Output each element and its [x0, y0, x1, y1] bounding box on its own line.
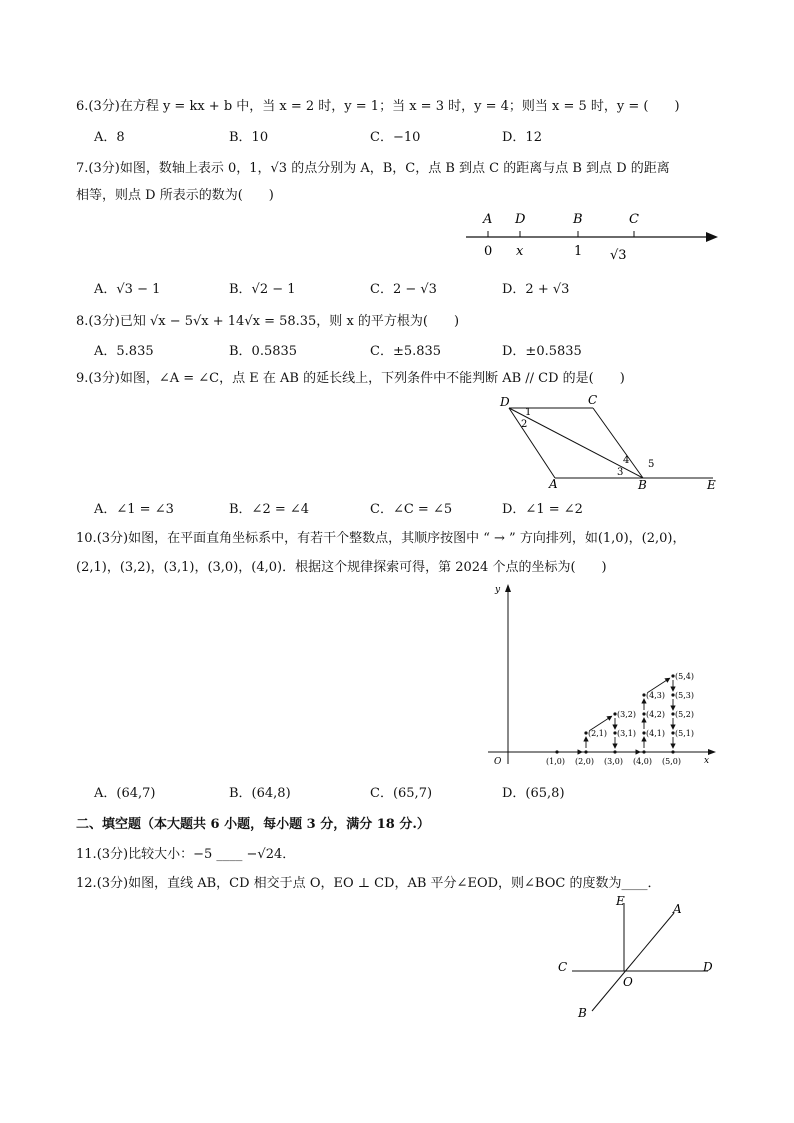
point-label: (2,1): [588, 729, 607, 738]
number-line-figure: [460, 205, 730, 265]
point-label: (3,0): [604, 757, 623, 766]
question-10-line-1: [76, 527, 685, 546]
question-text: 如图，∠A = ∠C，点 E 在 AB 的延长线上，下列条件中不能判断 AB // CD 的是( ): [119, 371, 625, 386]
point-c: C: [588, 393, 598, 407]
grid-point: [642, 750, 645, 753]
question-text: 如图，直线 AB，CD 相交于点 O，EO ⊥ CD，AB 平分∠EOD，则∠BOC 的度数为____．: [128, 876, 661, 891]
point-label: (5,4): [675, 672, 694, 681]
point-d: D: [500, 395, 510, 409]
intersecting-lines-figure: [552, 893, 727, 1023]
question-number: 7.: [76, 161, 89, 176]
point-label: (5,1): [675, 729, 694, 738]
point-e: E: [616, 894, 625, 908]
question-8-options: [94, 340, 714, 360]
point-label: (5,0): [662, 757, 681, 766]
tick-label-1: 1: [574, 244, 583, 259]
question-score: (3分): [88, 314, 120, 329]
y-axis-label: y: [495, 585, 501, 595]
question-score: (3分): [96, 531, 129, 546]
option-b[interactable]: B．0.5835: [229, 344, 298, 359]
question-score: (3分): [88, 99, 120, 114]
point-c: C: [558, 960, 568, 974]
point-o: O: [623, 975, 633, 989]
point-d: D: [703, 960, 713, 974]
option-d[interactable]: D．2 + √3: [502, 282, 570, 297]
label-c: C: [629, 212, 639, 227]
question-6-options: [94, 126, 714, 146]
y-axis-arrow: [505, 584, 511, 592]
option-d[interactable]: D．12: [502, 130, 542, 145]
parallelogram-figure: [495, 392, 725, 492]
question-text: 比较大小：−5 ____ −√24．: [128, 847, 296, 862]
point-label: (4,3): [646, 691, 665, 700]
label-d: D: [515, 212, 526, 227]
tick-label-0: 0: [484, 244, 493, 259]
origin-label: O: [494, 757, 502, 767]
label-a: A: [483, 212, 493, 227]
angle-label-4: 4: [623, 455, 630, 466]
tick-label-sqrt3: √3: [610, 248, 627, 263]
question-9: [76, 367, 625, 386]
option-a[interactable]: A．√3 − 1: [94, 282, 161, 297]
grid-point: [613, 750, 616, 753]
grid-point: [671, 750, 674, 753]
question-text: 如图，在平面直角坐标系中，有若干个整数点，其顺序按图中 “ → ” 方向排列，如(1,0)，(2,0)，: [128, 531, 686, 546]
point-label: (2,0): [575, 757, 594, 766]
point-label: (1,0): [546, 757, 565, 766]
point-label: (5,2): [675, 710, 694, 719]
point-b: B: [578, 1006, 587, 1020]
section-title: 二、填空题（本大题共 6 小题，每小题 3 分，满分 18 分.）: [76, 817, 430, 832]
question-10-options: [94, 782, 714, 802]
option-d[interactable]: D．∠1 = ∠2: [502, 502, 583, 517]
question-10-line-2: [76, 556, 607, 575]
question-12: [76, 872, 660, 891]
question-9-options: [94, 498, 714, 518]
question-7-line-2: [76, 184, 274, 203]
tick-label-x: x: [516, 244, 524, 259]
question-number: 10.: [76, 531, 97, 546]
question-number: 9.: [76, 371, 89, 386]
angle-label-2: 2: [521, 419, 528, 430]
angle-label-5: 5: [648, 459, 655, 470]
number-line-arrow: [706, 232, 718, 242]
question-number: 6.: [76, 99, 89, 114]
option-d[interactable]: D．±0.5835: [502, 344, 582, 359]
question-11: [76, 843, 295, 862]
option-c[interactable]: C．±5.835: [370, 344, 442, 359]
option-b[interactable]: B．10: [229, 130, 269, 145]
question-8: [76, 310, 459, 329]
point-label: (4,1): [646, 729, 665, 738]
angle-label-3: 3: [617, 467, 624, 478]
question-text: 已知 √x − 5√x + 14√x = 58.35，则 x 的平方根为( ): [119, 314, 460, 329]
question-number: 12.: [76, 876, 97, 891]
grid-point: [584, 750, 587, 753]
question-6: [76, 95, 680, 114]
question-7-options: [94, 278, 714, 298]
option-a[interactable]: A．(64,7): [94, 786, 156, 801]
point-label: (5,3): [675, 691, 694, 700]
option-a[interactable]: A．8: [94, 130, 125, 145]
line-ab: [592, 913, 674, 1011]
question-text: 在方程 y = kx + b 中，当 x = 2 时，y = 1；当 x = 3 时，y = 4；则当 x = 5 时，y = ( ): [119, 99, 680, 114]
segment-da: [509, 408, 555, 478]
point-e: E: [707, 478, 716, 492]
point-label: (4,0): [633, 757, 652, 766]
x-axis-label: x: [704, 756, 710, 766]
option-c[interactable]: C．2 − √3: [370, 282, 437, 297]
question-number: 11.: [76, 847, 97, 862]
option-a[interactable]: A．5.835: [94, 344, 154, 359]
point-a: A: [673, 902, 682, 916]
option-c[interactable]: C．∠C = ∠5: [370, 502, 453, 517]
question-score: (3分): [96, 847, 129, 862]
point-label: (4,2): [646, 710, 665, 719]
option-b[interactable]: B．√2 − 1: [229, 282, 296, 297]
question-text: 相等，则点 D 所表示的数为( ): [76, 188, 274, 203]
option-a[interactable]: A．∠1 = ∠3: [94, 502, 174, 517]
question-number: 8.: [76, 314, 89, 329]
point-label: (3,2): [617, 710, 636, 719]
label-b: B: [573, 212, 583, 227]
point-a: A: [549, 477, 558, 491]
question-text: 如图，数轴上表示 0，1，√3 的点分别为 A，B，C，点 B 到点 C 的距离与点 B 到点 D 的距离: [119, 161, 670, 176]
question-text: (2,1)，(3,2)，(3,1)，(3,0)，(4,0)．根据这个规律探索可得，第 2024 个点的坐标为( ): [76, 560, 607, 575]
option-b[interactable]: B．(64,8): [229, 786, 291, 801]
option-d[interactable]: D．(65,8): [502, 786, 565, 801]
point-b: B: [638, 478, 647, 492]
point-label: (3,1): [617, 729, 636, 738]
option-c[interactable]: C．(65,7): [370, 786, 433, 801]
grid-point: [555, 750, 558, 753]
angle-label-1: 1: [525, 407, 532, 418]
question-7-line-1: [76, 157, 670, 176]
option-b[interactable]: B．∠2 = ∠4: [229, 502, 310, 517]
question-score: (3分): [88, 371, 120, 386]
question-score: (3分): [96, 876, 129, 891]
coordinate-figure: [486, 580, 718, 770]
x-axis-arrow: [708, 749, 716, 755]
question-score: (3分): [88, 161, 120, 176]
option-c[interactable]: C．−10: [370, 130, 421, 145]
